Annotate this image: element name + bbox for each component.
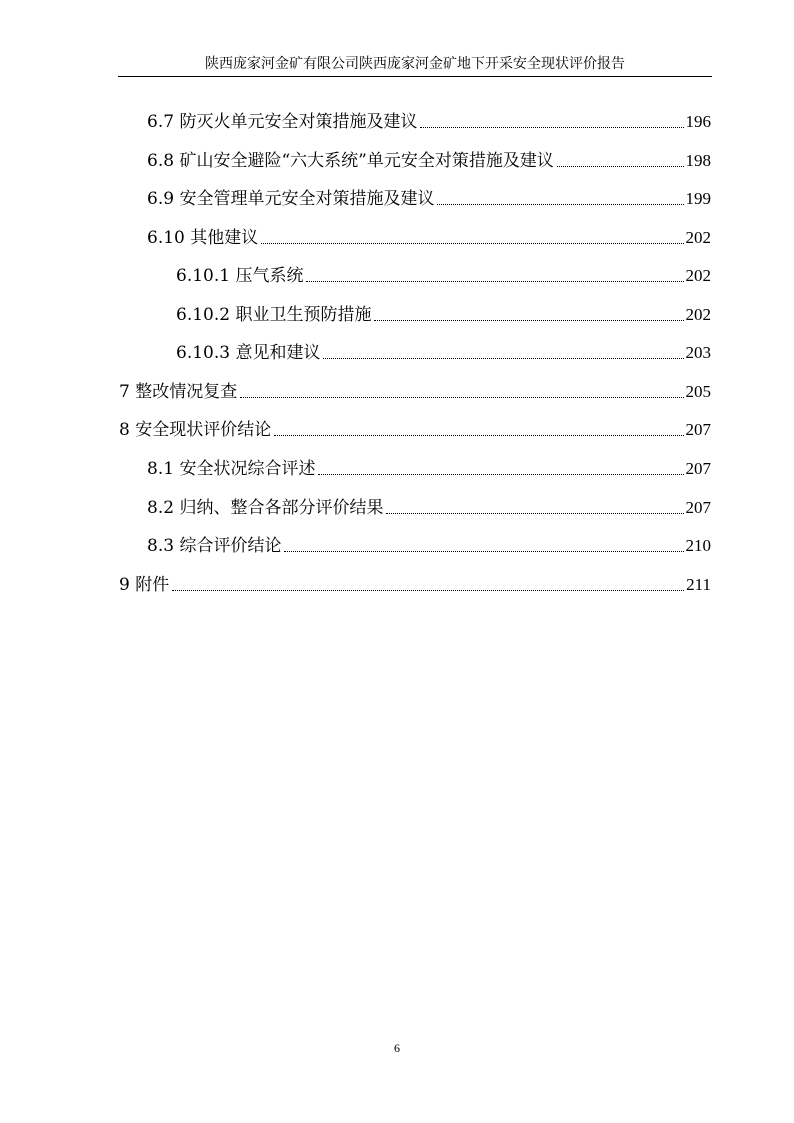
page-header (118, 55, 712, 77)
toc-dot-leader (557, 166, 684, 167)
toc-dot-leader (240, 397, 683, 398)
toc-entry-page: 203 (685, 343, 711, 362)
toc-dot-leader (306, 281, 683, 282)
toc-entry-8-1[interactable] (147, 454, 711, 480)
toc-entry-page: 196 (685, 112, 711, 131)
toc-entry-page: 207 (685, 498, 711, 517)
toc-entry-8-2[interactable] (147, 493, 711, 519)
toc-entry-label: 9 附件 (119, 575, 170, 595)
toc-dot-leader (274, 435, 683, 436)
toc-entry-6-10[interactable] (147, 223, 711, 249)
toc-entry-6-9[interactable] (147, 184, 711, 210)
header-title: 陕西庞家河金矿有限公司陕西庞家河金矿地下开采安全现状评价报告 (205, 56, 625, 72)
toc-entry-page: 202 (685, 266, 711, 285)
toc-entry-8-3[interactable] (147, 531, 711, 557)
toc-dot-leader (374, 320, 683, 321)
toc-entry-6-10-2[interactable] (176, 300, 711, 326)
toc-entry-9[interactable] (119, 570, 711, 596)
toc-entry-8[interactable] (119, 415, 711, 441)
toc-entry-label: 8.3 综合评价结论 (147, 536, 282, 556)
toc-entry-label: 6.10.2 职业卫生预防措施 (176, 305, 372, 325)
toc-entry-label: 6.10.1 压气系统 (176, 266, 304, 286)
toc-entry-6-8[interactable] (147, 146, 711, 172)
page-footer (0, 1041, 794, 1056)
toc-dot-leader (318, 474, 683, 475)
toc-dot-leader (284, 551, 683, 552)
toc-entry-page: 210 (685, 536, 711, 555)
toc-entry-6-10-3[interactable] (176, 338, 711, 364)
toc-entry-label: 6.7 防灭火单元安全对策措施及建议 (147, 112, 418, 132)
toc-dot-leader (323, 358, 683, 359)
toc-entry-7[interactable] (119, 377, 711, 403)
toc-entry-label: 6.9 安全管理单元安全对策措施及建议 (147, 189, 435, 209)
toc-entry-label: 6.8 矿山安全避险“六大系统”单元安全对策措施及建议 (147, 151, 554, 171)
toc-entry-6-10-1[interactable] (176, 261, 711, 287)
toc-entry-label: 6.10 其他建议 (147, 228, 259, 248)
toc-entry-6-7[interactable] (147, 107, 711, 133)
toc-entry-label: 8.2 归纳、整合各部分评价结果 (147, 498, 384, 518)
toc-entry-page: 202 (685, 305, 711, 324)
toc-entry-page: 202 (685, 228, 711, 247)
toc-entry-label: 8.1 安全状况综合评述 (147, 459, 316, 479)
toc-entry-page: 198 (685, 151, 711, 170)
toc-entry-page: 211 (686, 575, 711, 594)
toc-entry-label: 6.10.3 意见和建议 (176, 343, 321, 363)
toc-dot-leader (172, 590, 684, 591)
toc-entry-label: 7 整改情况复查 (119, 382, 238, 402)
toc-entry-label: 8 安全现状评价结论 (119, 420, 272, 440)
page-number: 6 (394, 1041, 400, 1055)
toc-dot-leader (386, 513, 683, 514)
toc-entry-page: 205 (685, 382, 711, 401)
toc-entry-page: 199 (685, 189, 711, 208)
toc-dot-leader (261, 243, 683, 244)
toc-entry-page: 207 (685, 420, 711, 439)
toc-entry-page: 207 (685, 459, 711, 478)
toc-dot-leader (420, 127, 683, 128)
toc-dot-leader (437, 204, 683, 205)
